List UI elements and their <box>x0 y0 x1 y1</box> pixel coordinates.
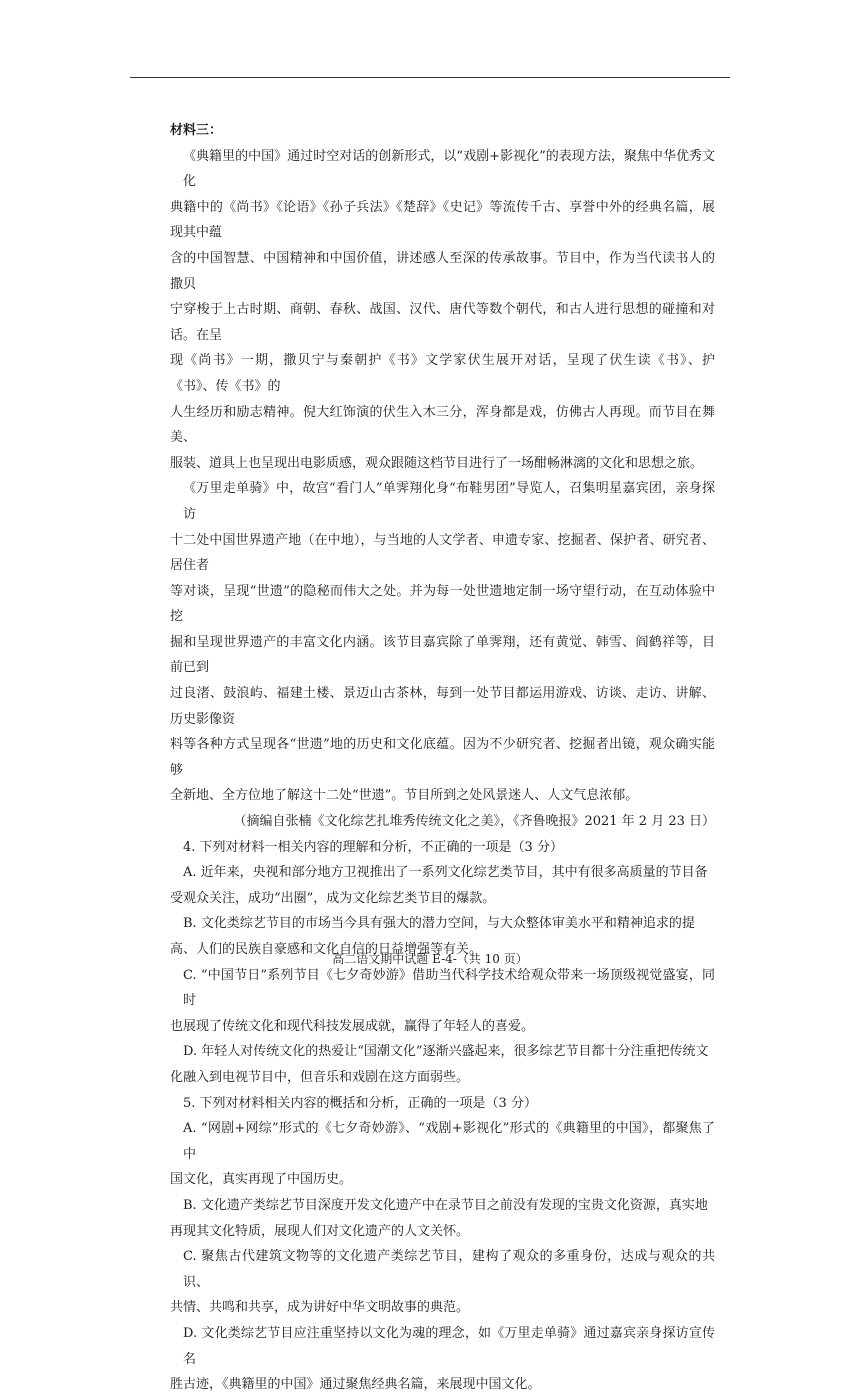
material-paragraph-1 <box>170 144 715 477</box>
option-d: D. 年轻人对传统文化的热爱让“国潮文化”逐渐兴盛起来，很多综艺节目都十分注重把传统文 <box>183 1044 709 1060</box>
question-stem: 5. 下列对材料相关内容的概括和分析，正确的一项是（3 分） <box>183 1095 537 1111</box>
header-rule <box>130 77 730 78</box>
text-line: 等对谈，呈现“世遗”的隐秘而伟大之处。并为每一处世遗地定制一场守望行动，在互动体验中挖 <box>170 583 715 625</box>
option-b: B. 文化类综艺节目的市场当今具有强大的潜力空间，与大众整体审美水平和精神追求的提 <box>183 916 695 932</box>
text-line: 《典籍里的中国》通过时空对话的创新形式，以“戏剧+影视化”的表现方法，聚焦中华优秀文化 <box>183 148 715 190</box>
option-c: C. 聚焦古代建筑文物等的文化遗产类综艺节目，建构了观众的多重身份，达成与观众的共识、 <box>183 1249 715 1290</box>
option-a: A. 近年来，央视和部分地方卫视推出了一系列文化综艺类节目，其中有很多高质量的节目备 <box>183 865 708 881</box>
option-b-cont: 高、人们的民族自豪感和文化自信的日益增强等有关。 <box>170 942 483 957</box>
material-source: （摘编自张楠《文化综艺扎堆秀传统文化之美》，《齐鲁晚报》2021 年 2 月 23 日） <box>233 814 715 830</box>
text-line: 《万里走单骑》中，故宫“看门人”单霁翔化身“布鞋男团”导览人，召集明星嘉宾团，亲身探访 <box>183 481 715 522</box>
text-line: 十二处中国世界遗产地（在中地），与当地的人文学者、申遗专家、挖掘者、保护者、研究者、居住者 <box>170 532 715 574</box>
option-c-cont: 共情、共鸣和共享，成为讲好中华文明故事的典范。 <box>170 1300 470 1316</box>
text-line: 服装、道具上也呈现出电影质感，观众跟随这档节目进行了一场酣畅淋漓的文化和思想之旅。 <box>170 455 704 471</box>
text-line: 料等各种方式呈现各“世遗”地的历史和文化底蕴。因为不少研究者、挖掘者出镜，观众确实能够 <box>170 737 715 778</box>
text-line: 现《尚书》一期，撒贝宁与秦朝护《书》文学家伏生展开对话，呈现了伏生读《书》、护《书》、传《书》的 <box>170 353 715 394</box>
option-a-cont: 国文化，真实再现了中国历史。 <box>170 1172 353 1188</box>
option-a-cont: 受观众关注，成功“出圈”，成为文化综艺类节目的爆款。 <box>170 890 496 906</box>
option-b-cont: 再现其文化特质，展现人们对文化遗产的人文关怀。 <box>170 1223 470 1239</box>
page-footer: 高二语文期中试题 E-4-（共 10 页） <box>332 952 528 966</box>
option-c: C. “中国节日”系列节目《七夕奇妙游》借助当代科学技术给观众带来一场顶级视觉盛宴，同时 <box>183 967 715 1009</box>
option-d-cont: 化融入到电视节目中，但音乐和戏剧在这方面弱些。 <box>170 1069 470 1085</box>
option-b: B. 文化遗产类综艺节目深度开发文化遗产中在录节目之前没有发现的宝贵文化资源，真实地 <box>183 1197 708 1213</box>
text-line: 人生经历和励志精神。倪大红饰演的伏生入木三分，浑身都是戏，仿佛古人再现。而节目在舞美、 <box>170 404 715 446</box>
text-line: 过良渚、鼓浪屿、福建土楼、景迈山古茶林，每到一处节目都运用游戏、访谈、走访、讲解、历史影像资 <box>170 686 715 727</box>
text-line: 宁穿梭于上古时期、商朝、春秋、战国、汉代、唐代等数个朝代，和古人进行思想的碰撞和对话。在呈 <box>170 302 715 343</box>
material-title: 材料三： <box>170 123 223 138</box>
option-d: D. 文化类综艺节目应注重坚持以文化为魂的理念，如《万里走单骑》通过嘉宾亲身探访宣传名 <box>183 1325 715 1367</box>
option-a: A. “网剧+网综”形式的《七夕奇妙游》、“戏剧+影视化”形式的《典籍里的中国》，都聚焦了中 <box>183 1121 715 1162</box>
page-content <box>170 118 715 1398</box>
text-line: 全新地、全方位地了解这十二处“世遗”。节目所到之处风景迷人、人文气息浓郁。 <box>170 788 639 804</box>
option-c-cont: 也展现了传统文化和现代科技发展成就，赢得了年轻人的喜爱。 <box>170 1018 535 1034</box>
text-line: 典籍中的《尚书》《论语》《孙子兵法》《楚辞》《史记》等流传千古、享誉中外的经典名篇，展现其中蕴 <box>170 199 715 241</box>
material-paragraph-2 <box>170 476 715 809</box>
question-stem: 4. 下列对材料一相关内容的理解和分析，不正确的一项是（3 分） <box>183 839 563 855</box>
option-d-cont: 胜古迹，《典籍里的中国》通过聚焦经典名篇，来展现中国文化。 <box>170 1377 541 1393</box>
text-line: 含的中国智慧、中国精神和中国价值，讲述感人至深的传承故事。节目中，作为当代读书人的撒贝 <box>170 250 715 292</box>
text-line: 掘和呈现世界遗产的丰富文化内涵。该节目嘉宾除了单霁翔，还有黄觉、韩雪、阎鹤祥等，目前已到 <box>170 634 715 676</box>
question-5 <box>170 1091 715 1398</box>
